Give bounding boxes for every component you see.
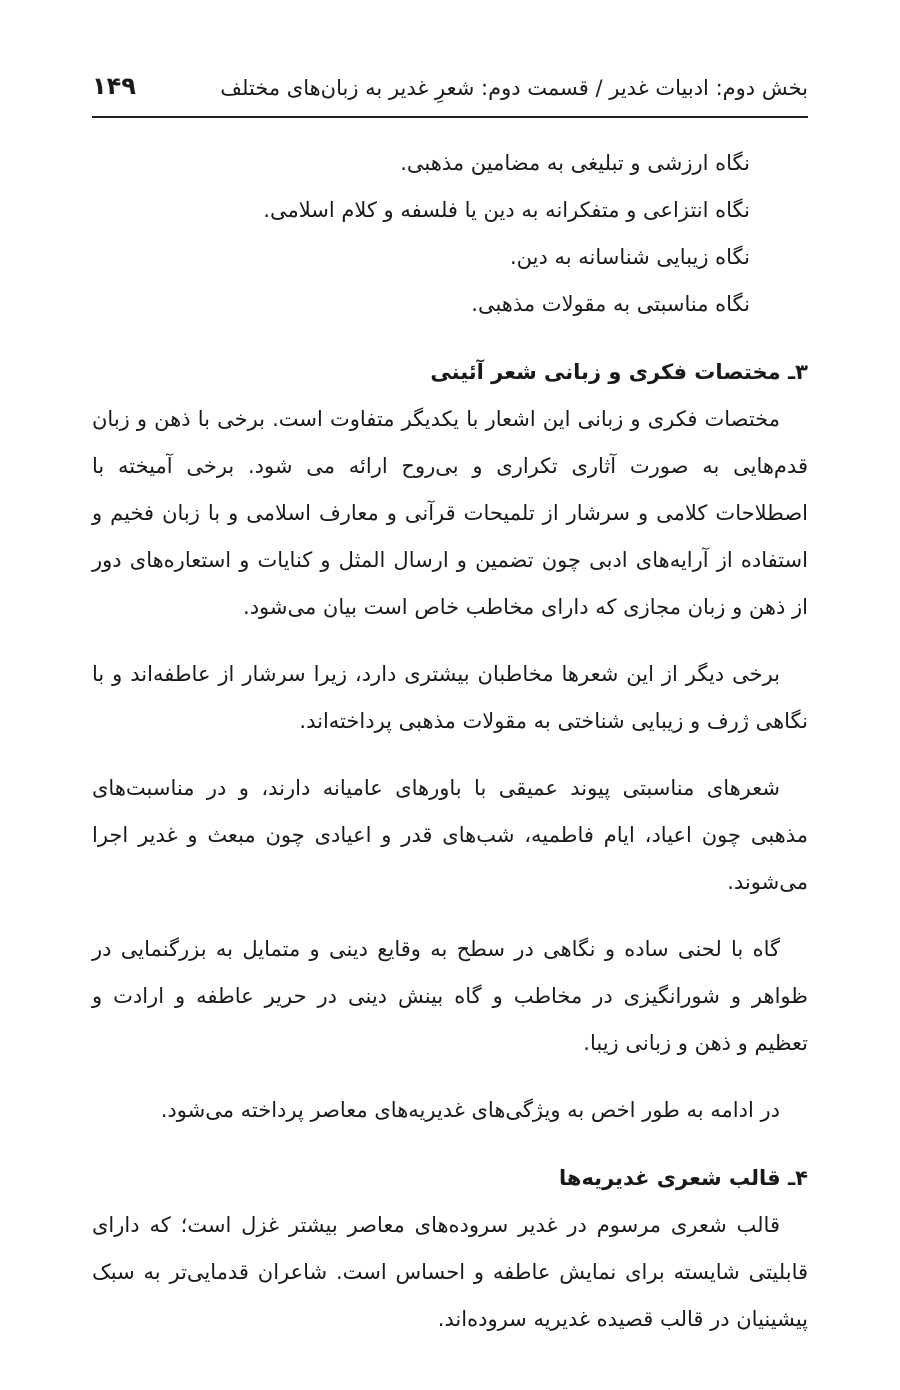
paragraph: گاه با لحنی ساده و نگاهی در سطح به وقایع دینی و متمایل به بزرگنمایی در ظواهر و شورانگیزی در مخاطب و گاه بینش دینی در حریر عاطفه و ارادت و تعظیم و ذهن و زبانی زیبا. [92,937,808,1055]
paragraph: مختصات فکری و زبانی این اشعار با یکدیگر متفاوت است. برخی با ذهن و زبان قدم‌هایی به صورت آثاری تکراری و بی‌روح ارائه می شود. برخی آمیخته با اصطلاحات کلامی و سرشار از تلمیحات قرآنی و معارف اسلامی و با زبان فخیم و استفاده از آرایه‌های ادبی چون تضمین و ارسال المثل و کنایات و استعاره‌های دور از ذهن و زبان مجازی که دارای مخاطب خاص است بیان می‌شود. [92,407,808,619]
paragraph: در ادامه به طور اخص به ویژگی‌های غدیریه‌های معاصر پرداخته می‌شود. [160,1098,780,1122]
page-header [92,70,808,118]
page-number: ۱۴۹ [92,72,136,100]
list-item: نگاه انتزاعی و متفکرانه به دین یا فلسفه و کلام اسلامی. [263,198,750,222]
paragraph: شعرهای مناسبتی پیوند عمیقی با باورهای عامیانه دارند، و در مناسبت‌های مذهبی چون اعیاد، ایام فاطمیه، شب‌های قدر و اعیادی چون مبعث و غدیر اجرا می‌شوند. [92,776,808,894]
paragraph: قالب شعری مرسوم در غدیر سروده‌های معاصر بیشتر غزل است؛ که دارای قابلیتی شایسته برای نمایش عاطفه و احساس است. شاعران قدمایی‌تر به سبک پیشینیان در قالب قصیده غدیریه سروده‌اند. [92,1213,808,1331]
bullet-list [92,140,808,328]
list-item: نگاه ارزشی و تبلیغی به مضامین مذهبی. [400,151,750,175]
section-heading-4: ۴ـ قالب شعری غدیریه‌ها [559,1166,808,1190]
section-heading-3: ۳ـ مختصات فکری و زبانی شعر آئینی [430,360,808,384]
paragraph: برخی دیگر از این شعرها مخاطبان بیشتری دارد، زیرا سرشار از عاطفه‌اند و با نگاهی ژرف و زیبایی شناختی به مقولات مذهبی پرداخته‌اند. [92,662,808,733]
running-title: بخش دوم: ادبیات غدیر / قسمت دوم: شعرِ غدیر به زبان‌های مختلف [220,76,808,100]
list-item: نگاه زیبایی شناسانه به دین. [509,245,750,269]
list-item: نگاه مناسبتی به مقولات مذهبی. [471,292,750,316]
page-body [92,140,808,1343]
